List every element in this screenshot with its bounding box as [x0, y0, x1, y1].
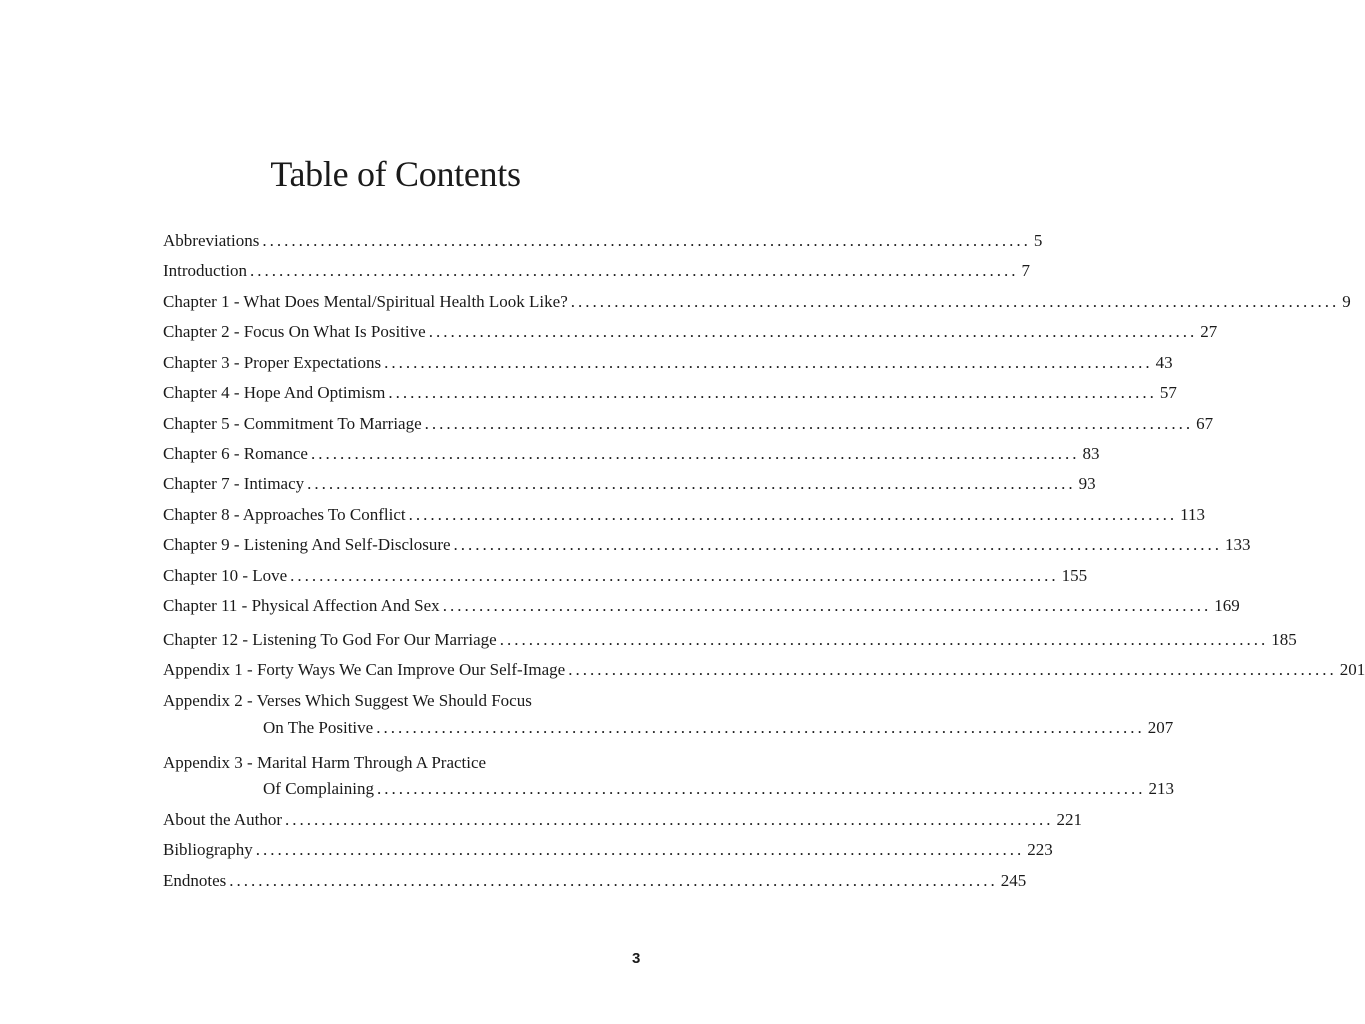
dot-leader: ..........................................................................................................: [384, 353, 1153, 372]
toc-entry-page: 67: [1196, 414, 1214, 433]
toc-entry-label: Chapter 7 - Intimacy: [163, 474, 305, 493]
toc-entry-page: 5: [1033, 231, 1043, 250]
toc-entry-label: About the Author: [163, 810, 282, 829]
toc-entry-page: 7: [1021, 261, 1031, 280]
toc-entry-chapter-1: [163, 291, 1351, 313]
toc-entry-page: 201: [1339, 660, 1365, 679]
toc-entry-page: 57: [1159, 383, 1177, 402]
dot-leader: ..........................................................................................................: [290, 566, 1059, 585]
toc-entry-label: Abbreviations: [163, 231, 260, 250]
toc-entry-label: Chapter 6 - Romance: [163, 444, 308, 463]
toc-entry-page: 185: [1271, 630, 1297, 649]
toc-entry-page: 213: [1148, 779, 1174, 798]
dot-leader: ..........................................................................................................: [453, 535, 1223, 554]
toc-entry-abbreviations: [163, 230, 1043, 252]
toc-entry-label-continued: On The Positive: [263, 718, 374, 737]
dot-leader: ..........................................................................................................: [499, 630, 1269, 649]
dot-leader: ..........................................................................................................: [424, 414, 1194, 433]
dot-leader: ..........................................................................................................: [408, 505, 1178, 524]
toc-entry-chapter-11: [163, 595, 1240, 617]
toc-entry-page: 93: [1078, 474, 1096, 493]
toc-entry-page: 223: [1027, 840, 1053, 859]
dot-leader: ..........................................................................................................: [229, 871, 998, 890]
toc-entry-label: Endnotes: [163, 871, 227, 890]
toc-entry-chapter-5: [163, 413, 1214, 435]
toc-entry-page: 9: [1342, 292, 1351, 311]
toc-entry-label: Chapter 4 - Hope And Optimism: [163, 383, 386, 402]
toc-entry-chapter-7: [163, 473, 1096, 495]
toc-entry-label: Chapter 11 - Physical Affection And Sex: [163, 596, 440, 615]
dot-leader: ..........................................................................................................: [310, 444, 1080, 463]
toc-entry-label: Chapter 3 - Proper Expectations: [163, 353, 382, 372]
toc-entry-label: Chapter 2 - Focus On What Is Positive: [163, 322, 426, 341]
dot-leader: ..........................................................................................................: [250, 261, 1019, 280]
dot-leader: ..........................................................................................................: [307, 474, 1076, 493]
toc-entry-page: 83: [1082, 444, 1100, 463]
toc-entry-label-continued: Of Complaining: [263, 779, 374, 798]
toc-entry-label: Chapter 5 - Commitment To Marriage: [163, 414, 422, 433]
toc-entry-appendix-3: [163, 752, 1174, 802]
dot-leader: ..........................................................................................................: [442, 596, 1212, 615]
toc-entry-label: Chapter 9 - Listening And Self-Disclosure: [163, 535, 451, 554]
dot-leader: ..........................................................................................................: [428, 322, 1198, 341]
toc-entry-page: 169: [1214, 596, 1240, 615]
toc-entry-label: Chapter 8 - Approaches To Conflict: [163, 505, 406, 524]
dot-leader: ..........................................................................................................: [570, 292, 1340, 311]
toc-entry-page: 43: [1155, 353, 1173, 372]
toc-entry-label: Bibliography: [163, 840, 253, 859]
toc-entry-chapter-9: [163, 534, 1251, 556]
toc-entry-chapter-10: [163, 565, 1088, 587]
dot-leader: ..........................................................................................................: [376, 779, 1146, 798]
toc-entry-label: Appendix 3 - Marital Harm Through A Practice: [163, 753, 487, 772]
toc-entry-appendix-1: [163, 659, 1365, 681]
page-title: Table of Contents: [270, 154, 521, 194]
toc-entry-label: Appendix 2 - Verses Which Suggest We Should Focus: [163, 691, 532, 710]
toc-entry-page: 221: [1056, 810, 1082, 829]
dot-leader: ..........................................................................................................: [285, 810, 1054, 829]
dot-leader: ..........................................................................................................: [376, 718, 1145, 737]
toc-entry-bibliography: [163, 839, 1053, 861]
toc-entry-label: Appendix 1 - Forty Ways We Can Improve Our Self-Image: [163, 660, 566, 679]
toc-entry-label: Introduction: [163, 261, 248, 280]
toc-entry-chapter-8: [163, 504, 1205, 526]
dot-leader: ..........................................................................................................: [388, 383, 1157, 402]
toc-entry-about-the-author: [163, 809, 1082, 831]
toc-entry-page: 27: [1200, 322, 1218, 341]
toc-entry-chapter-6: [163, 443, 1100, 465]
page-number: 3: [632, 950, 641, 967]
toc-entry-endnotes: [163, 870, 1027, 892]
dot-leader: ..........................................................................................................: [568, 660, 1337, 679]
toc-entry-page: 113: [1180, 505, 1205, 524]
toc-entry-chapter-4: [163, 382, 1177, 404]
toc-entry-chapter-12: [163, 629, 1297, 651]
toc-entry-page: 133: [1225, 535, 1251, 554]
dot-leader: ..........................................................................................................: [262, 231, 1031, 250]
toc-entry-page: 207: [1147, 718, 1174, 737]
toc-entry-appendix-2: [163, 690, 1174, 740]
toc-entry-page: 155: [1061, 566, 1088, 585]
toc-entry-chapter-2: [163, 321, 1218, 343]
toc-entry-introduction: [163, 260, 1031, 282]
dot-leader: ..........................................................................................................: [255, 840, 1025, 859]
toc-entry-label: Chapter 1 - What Does Mental/Spiritual Health Look Like?: [163, 292, 568, 311]
toc-entry-label: Chapter 12 - Listening To God For Our Marriage: [163, 630, 497, 649]
toc-entry-page: 245: [1000, 871, 1027, 890]
toc-entry-chapter-3: [163, 352, 1173, 374]
toc-entry-label: Chapter 10 - Love: [163, 566, 288, 585]
